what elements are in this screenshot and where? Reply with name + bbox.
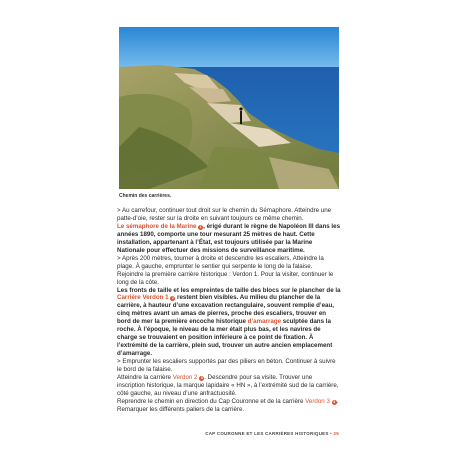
verdon1-text-b: restent bien visibles. Au milieu du plancher de la carrière, à hauteur d’une excavation rectangulaire, souvent remplie d’eau, cinq mètres avant un amas de pierres, proche des escaliers, trouver en bord de mer la première encoche historique (117, 294, 334, 326)
verdon2-text-a: Atteindre la carrière (117, 374, 173, 382)
highlight-verdon3: Verdon 3 (305, 397, 330, 405)
trail-photo (119, 27, 339, 189)
paragraph-direction-3: > Emprunter les escaliers supportés par des piliers en béton. Continuer à suivre le bord de la falaise. (117, 358, 336, 374)
highlight-verdon2: Verdon 2 (172, 374, 198, 382)
highlight-semaphore: Le sémaphore de la Marine (117, 222, 197, 230)
footer-separator: • (328, 431, 334, 436)
highlight-amarrage: d’amarrage (247, 318, 282, 326)
marker-1-icon: 1 (199, 224, 202, 229)
marker-3-icon: 3 (200, 375, 203, 380)
page-number: 25 (333, 431, 339, 436)
paragraph-verdon2 (117, 374, 341, 398)
highlight-verdon1: Carrière Verdon 1 (117, 294, 169, 302)
body-text (117, 207, 341, 414)
paragraph-verdon1-intro: Rejoindre la première carrière historique : Verdon 1. Pour la visiter, continuer le long de la côte. (117, 270, 334, 286)
photo-caption: Chemin des carrières. (119, 193, 172, 199)
marker-4-icon: 4 (333, 399, 336, 404)
paragraph-direction-2: > Après 200 mètres, tourner à droite et descendre les escaliers. Atteindre la plage. À gauche, emprunter le sentier qui serpente le long de la falaise. (117, 254, 324, 270)
running-title: CAP COURONNE ET LES CARRIÈRES HISTORIQUES (205, 431, 329, 436)
verdon1-text-a: Les fronts de taille et les empreintes de taille des blocs sur le plancher de la (117, 286, 341, 294)
coastal-cliff-image (119, 27, 339, 189)
verdon2-text-b: . Descendre pour sa visite. Trouver une inscription historique, la marque lapidaire « HN », à l’extrémité sud de la carrière, côté gauche, au niveau d’une anfractuosité. (117, 374, 339, 397)
marker-2-icon: 2 (171, 296, 174, 301)
verdon1-text-c: sculptée dans la roche. À l’époque, le niveau de la mer était plus bas, et les navires de charge se trouvaient en position inférieure à ce point de fixation. À l’extrémité de la carrière, plein sud, trouver un autre ancien emplacement d’amarrage. (117, 318, 333, 358)
paragraph-direction-1: > Au carrefour, continuer tout droit sur le chemin du Sémaphore. Atteindre une patte-d’oie, rester sur la droite en suivant toujours ce même chemin. (117, 207, 332, 222)
page-footer (205, 431, 339, 436)
verdon3-text-b: . Remarquer les différents paliers de la carrière. (117, 397, 339, 413)
semaphore-text: , érigé durant le règne de Napoléon III dans les années 1890, comporte une tour mesurant 25 mètres de haut. Cette installation, appartenant à l’État, est toujours utilisée par la Marine Nationale pour effectuer des missions de surveillance maritime. (117, 222, 341, 254)
paragraph-verdon3 (117, 398, 341, 414)
verdon3-text-a: Reprendre le chemin en direction du Cap Couronne et de la carrière (117, 397, 306, 405)
paragraph-verdon1 (117, 287, 341, 359)
paragraph-semaphore (117, 223, 341, 255)
